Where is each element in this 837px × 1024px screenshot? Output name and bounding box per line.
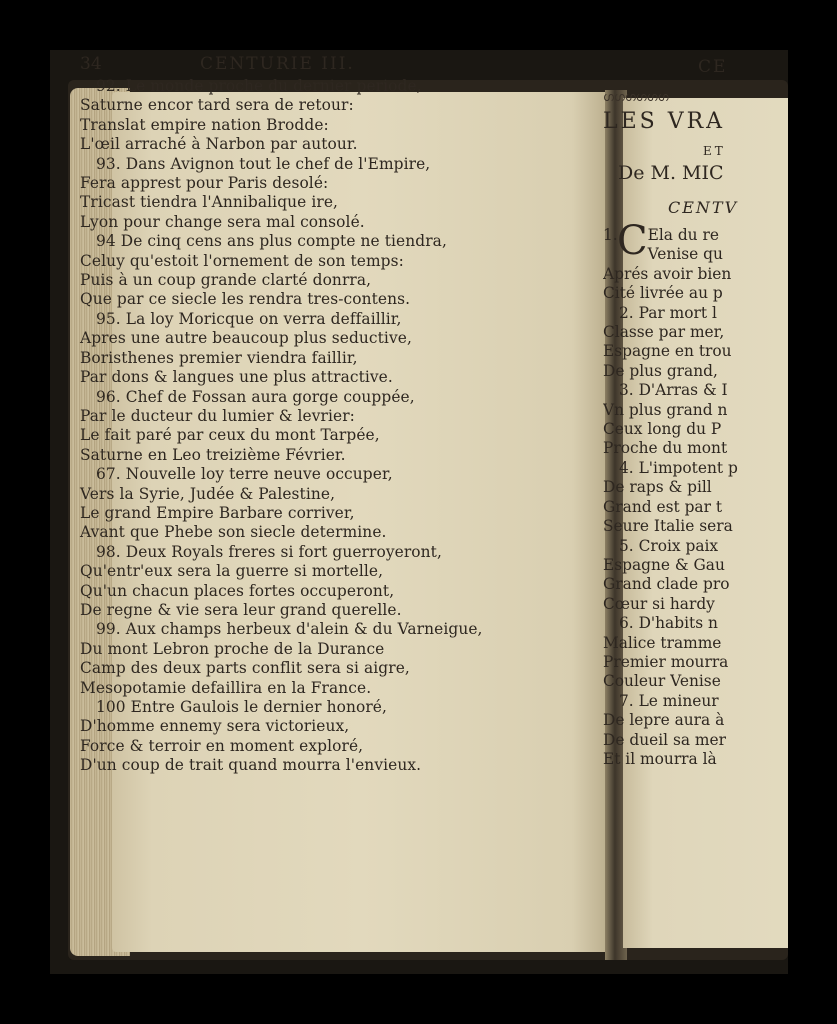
quatrain-line: De plus grand,	[603, 361, 718, 380]
quatrain-line: Venise qu	[647, 245, 723, 264]
quatrain-line: Espagne en trou	[603, 342, 732, 361]
quatrain-line: Celuy qu'estoit l'ornement de son temps:	[80, 251, 404, 270]
quatrain-line: Proche du mont	[603, 439, 728, 458]
first-quatrain	[603, 218, 773, 265]
quatrain-line: 98. Deux Royals freres si fort guerroyeront,	[96, 542, 442, 561]
quatrain-line: Le grand Empire Barbare corriver,	[80, 503, 355, 522]
quatrain-line: Vn plus grand n	[603, 400, 728, 419]
quatrain-line: Avant que Phebe son siecle determine.	[80, 523, 387, 542]
quatrain-line: 93. Dans Avignon tout le chef de l'Empire,	[96, 154, 431, 173]
quatrain-line: 3. D'Arras & I	[619, 381, 728, 400]
quatrain-line: 92. Le monde proche du dernier periode,	[96, 77, 422, 95]
quatrain-line: Translat empire nation Brodde:	[80, 115, 329, 134]
century-heading: CENTV	[668, 198, 739, 217]
quatrain-line: De lepre aura à	[603, 711, 725, 730]
quatrain-line: Du mont Lebron proche de la Durance	[80, 639, 385, 658]
quatrain-line: 2. Par mort l	[619, 303, 717, 322]
quatrain-line: Apres une autre beaucoup plus seductive,	[80, 329, 412, 348]
quatrain-line: 67. Nouvelle loy terre neuve occuper,	[96, 465, 393, 484]
quatrain-line: Mesopotamie defaillira en la France.	[80, 678, 372, 697]
quatrain-lines	[80, 77, 550, 776]
quatrain-line: Aprés avoir bien	[603, 264, 732, 283]
quatrain-line: Et il mourra là	[603, 749, 717, 768]
quatrain-line: L'œil arraché à Narbon par autour.	[80, 135, 358, 154]
quatrain-line: Par le ducteur du lumier & levrier:	[80, 406, 355, 425]
quatrain-line: 96. Chef de Fossan aura gorge couppée,	[96, 387, 415, 406]
quatrain-line: Espagne & Gau	[603, 555, 725, 574]
drop-cap: C	[617, 218, 648, 264]
quatrain-line: 99. Aux champs herbeux d'alein & du Varneigue,	[96, 620, 483, 639]
quatrain-line: Boristhenes premier viendra faillir,	[80, 348, 358, 367]
quatrain-line: 5. Croix paix	[619, 536, 719, 555]
quatrain-line: Classe par mer,	[603, 323, 725, 342]
quatrain-line: Couleur Venise	[603, 672, 721, 691]
quatrain-line: Cœur si hardy	[603, 594, 715, 613]
quatrain-line: Force & terroir en moment exploré,	[80, 736, 364, 755]
page-number: 34	[80, 54, 102, 74]
quatrain-line: Ceux long du P	[603, 420, 722, 439]
quatrain-line: Par dons & langues une plus attractive.	[80, 368, 393, 387]
quatrain-line: De raps & pill	[603, 478, 712, 497]
quatrain-line: 6. D'habits n	[619, 614, 718, 633]
quatrain-line: 95. La loy Moricque on verra deffaillir,	[96, 309, 402, 328]
quatrain-line: Seure Italie sera	[603, 517, 733, 536]
quatrain-line: De regne & vie sera leur grand querelle.	[80, 600, 402, 619]
quatrain-line: Saturne encor tard sera de retour:	[80, 96, 354, 115]
quatrain-line: Qu'un chacun places fortes occuperont,	[80, 581, 395, 600]
quatrain-line: Le fait paré par ceux du mont Tarpée,	[80, 426, 380, 445]
quatrain-line: 100 Entre Gaulois le dernier honoré,	[96, 698, 387, 716]
right-title-line2: De M. MIC	[618, 162, 724, 184]
quatrain-line: Malice tramme	[603, 633, 722, 652]
quatrain-line: Qu'entr'eux sera la guerre si mortelle,	[80, 562, 384, 581]
quatrain-line: Grand clade pro	[603, 575, 730, 594]
quatrain-line: Que par ce siecle les rendra tres-contens.	[80, 290, 411, 309]
right-quatrain-lines	[603, 265, 773, 770]
quatrain-line: Grand est par t	[603, 497, 723, 516]
quatrain-line: Vers la Syrie, Judée & Palestine,	[80, 484, 336, 503]
quatrain-line: Fera apprest pour Paris desolé:	[80, 174, 329, 193]
quatrain-line: Tricast tiendra l'Annibalique ire,	[80, 193, 339, 212]
first-quatrain-number: 1.	[603, 226, 618, 244]
left-page-text	[80, 55, 550, 776]
quatrain-line: De dueil sa mer	[603, 730, 726, 749]
running-title: CENTURIE III.	[200, 54, 355, 74]
quatrain-line: Lyon pour change sera mal consolé.	[80, 212, 365, 231]
right-page-text	[603, 58, 773, 769]
left-page-header	[80, 55, 550, 77]
quatrain-line: Ela du re	[647, 226, 719, 244]
quatrain-line: D'homme ennemy sera victorieux,	[80, 717, 350, 736]
drop-cap-lines	[648, 226, 723, 265]
quatrain-line: Puis à un coup grande clarté donrra,	[80, 271, 372, 290]
quatrain-line: 4. L'impotent p	[619, 458, 738, 477]
quatrain-line: Saturne en Leo treizième Février.	[80, 445, 346, 464]
quatrain-line: Premier mourra	[603, 652, 729, 671]
right-title-et: ET	[703, 144, 726, 158]
right-running-title: CE	[698, 58, 728, 77]
ornament-band: ഗഗഗഗഗഗ	[603, 90, 669, 104]
quatrain-line: 7. Le mineur	[619, 691, 719, 710]
quatrain-line: Camp des deux parts conflit sera si aigre,	[80, 659, 410, 678]
quatrain-line: D'un coup de trait quand mourra l'envieux.	[80, 756, 422, 775]
quatrain-line: 94 De cinq cens ans plus compte ne tiendra,	[96, 232, 447, 251]
right-title-line1: LES VRA	[603, 109, 726, 134]
quatrain-line: Cité livrée au p	[603, 284, 723, 303]
